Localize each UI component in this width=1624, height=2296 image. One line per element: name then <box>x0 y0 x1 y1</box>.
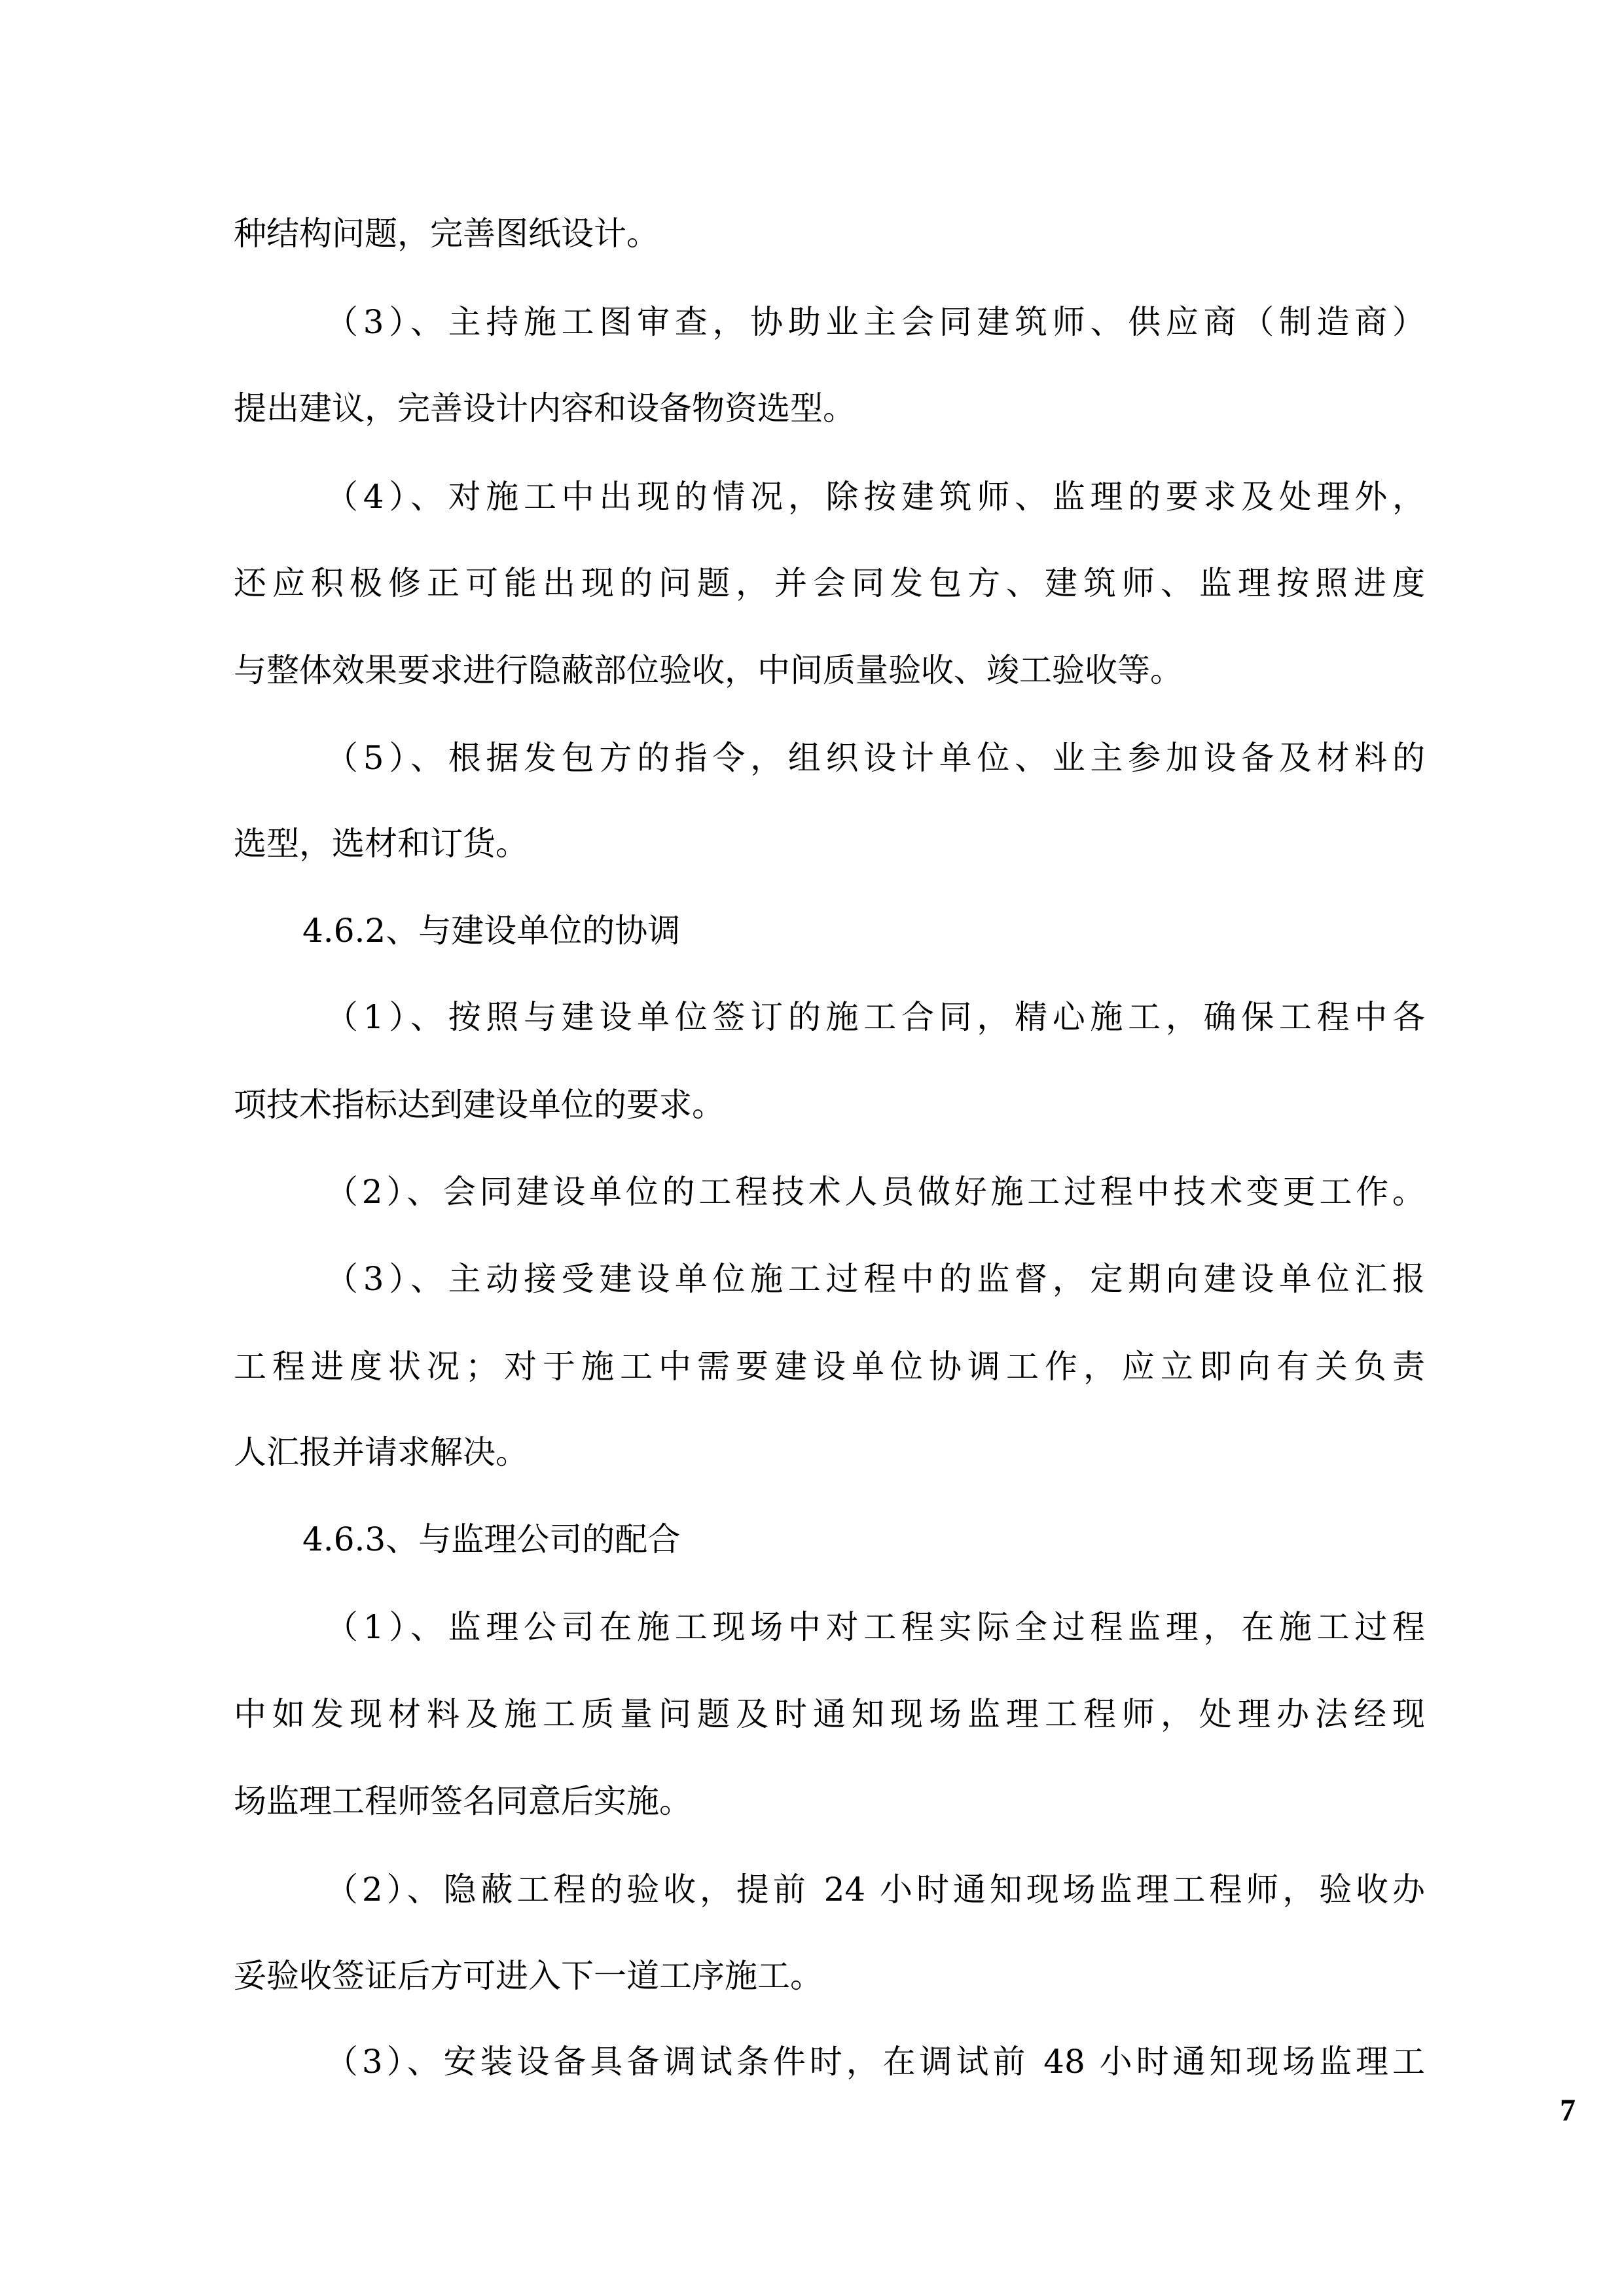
text-line: 种结构问题，完善图纸设计。 <box>234 215 659 253</box>
text-line: 提出建议，完善设计内容和设备物资选型。 <box>234 389 856 427</box>
text-line: （1）、监理公司在施工现场中对工程实际全过程监理，在施工过程 <box>325 1608 1425 1646</box>
text-line: 与整体效果要求进行隐蔽部位验收，中间质量验收、竣工验收等。 <box>234 651 1183 689</box>
text-line: 妥验收签证后方可进入下一道工序施工。 <box>234 1957 823 1995</box>
section-heading: 4.6.2、与建设单位的协调 <box>302 912 681 950</box>
text-line: （5）、根据发包方的指令，组织设计单位、业主参加设备及材料的 <box>325 739 1425 777</box>
text-line: （1）、按照与建设单位签订的施工合同，精心施工，确保工程中各 <box>325 998 1425 1036</box>
text-line: （3）、安装设备具备调试条件时，在调试前 48 小时通知现场监理工 <box>325 2043 1425 2081</box>
text-line: 中如发现材料及施工质量问题及时通知现场监理工程师，处理办法经现 <box>234 1695 1425 1733</box>
text-line: （2）、隐蔽工程的验收，提前 24 小时通知现场监理工程师，验收办 <box>325 1871 1425 1909</box>
text-line: 场监理工程师签名同意后实施。 <box>234 1782 692 1820</box>
text-line: （3）、主持施工图审查，协助业主会同建筑师、供应商（制造商） <box>325 303 1425 341</box>
text-line: 人汇报并请求解决。 <box>234 1433 528 1471</box>
page-number: 7 <box>1560 2093 1576 2128</box>
section-heading: 4.6.3、与监理公司的配合 <box>302 1520 681 1558</box>
text-line: （4）、对施工中出现的情况，除按建筑师、监理的要求及处理外， <box>325 478 1425 516</box>
text-line: （3）、主动接受建设单位施工过程中的监督，定期向建设单位汇报 <box>325 1260 1425 1298</box>
text-line: 项技术指标达到建设单位的要求。 <box>234 1086 725 1124</box>
text-line: 选型，选材和订货。 <box>234 825 528 863</box>
text-line: （2）、会同建设单位的工程技术人员做好施工过程中技术变更工作。 <box>325 1173 1425 1211</box>
text-line: 工程进度状况；对于施工中需要建设单位协调工作，应立即向有关负责 <box>234 1348 1425 1386</box>
text-line: 还应积极修正可能出现的问题，并会同发包方、建筑师、监理按照进度 <box>234 564 1425 602</box>
